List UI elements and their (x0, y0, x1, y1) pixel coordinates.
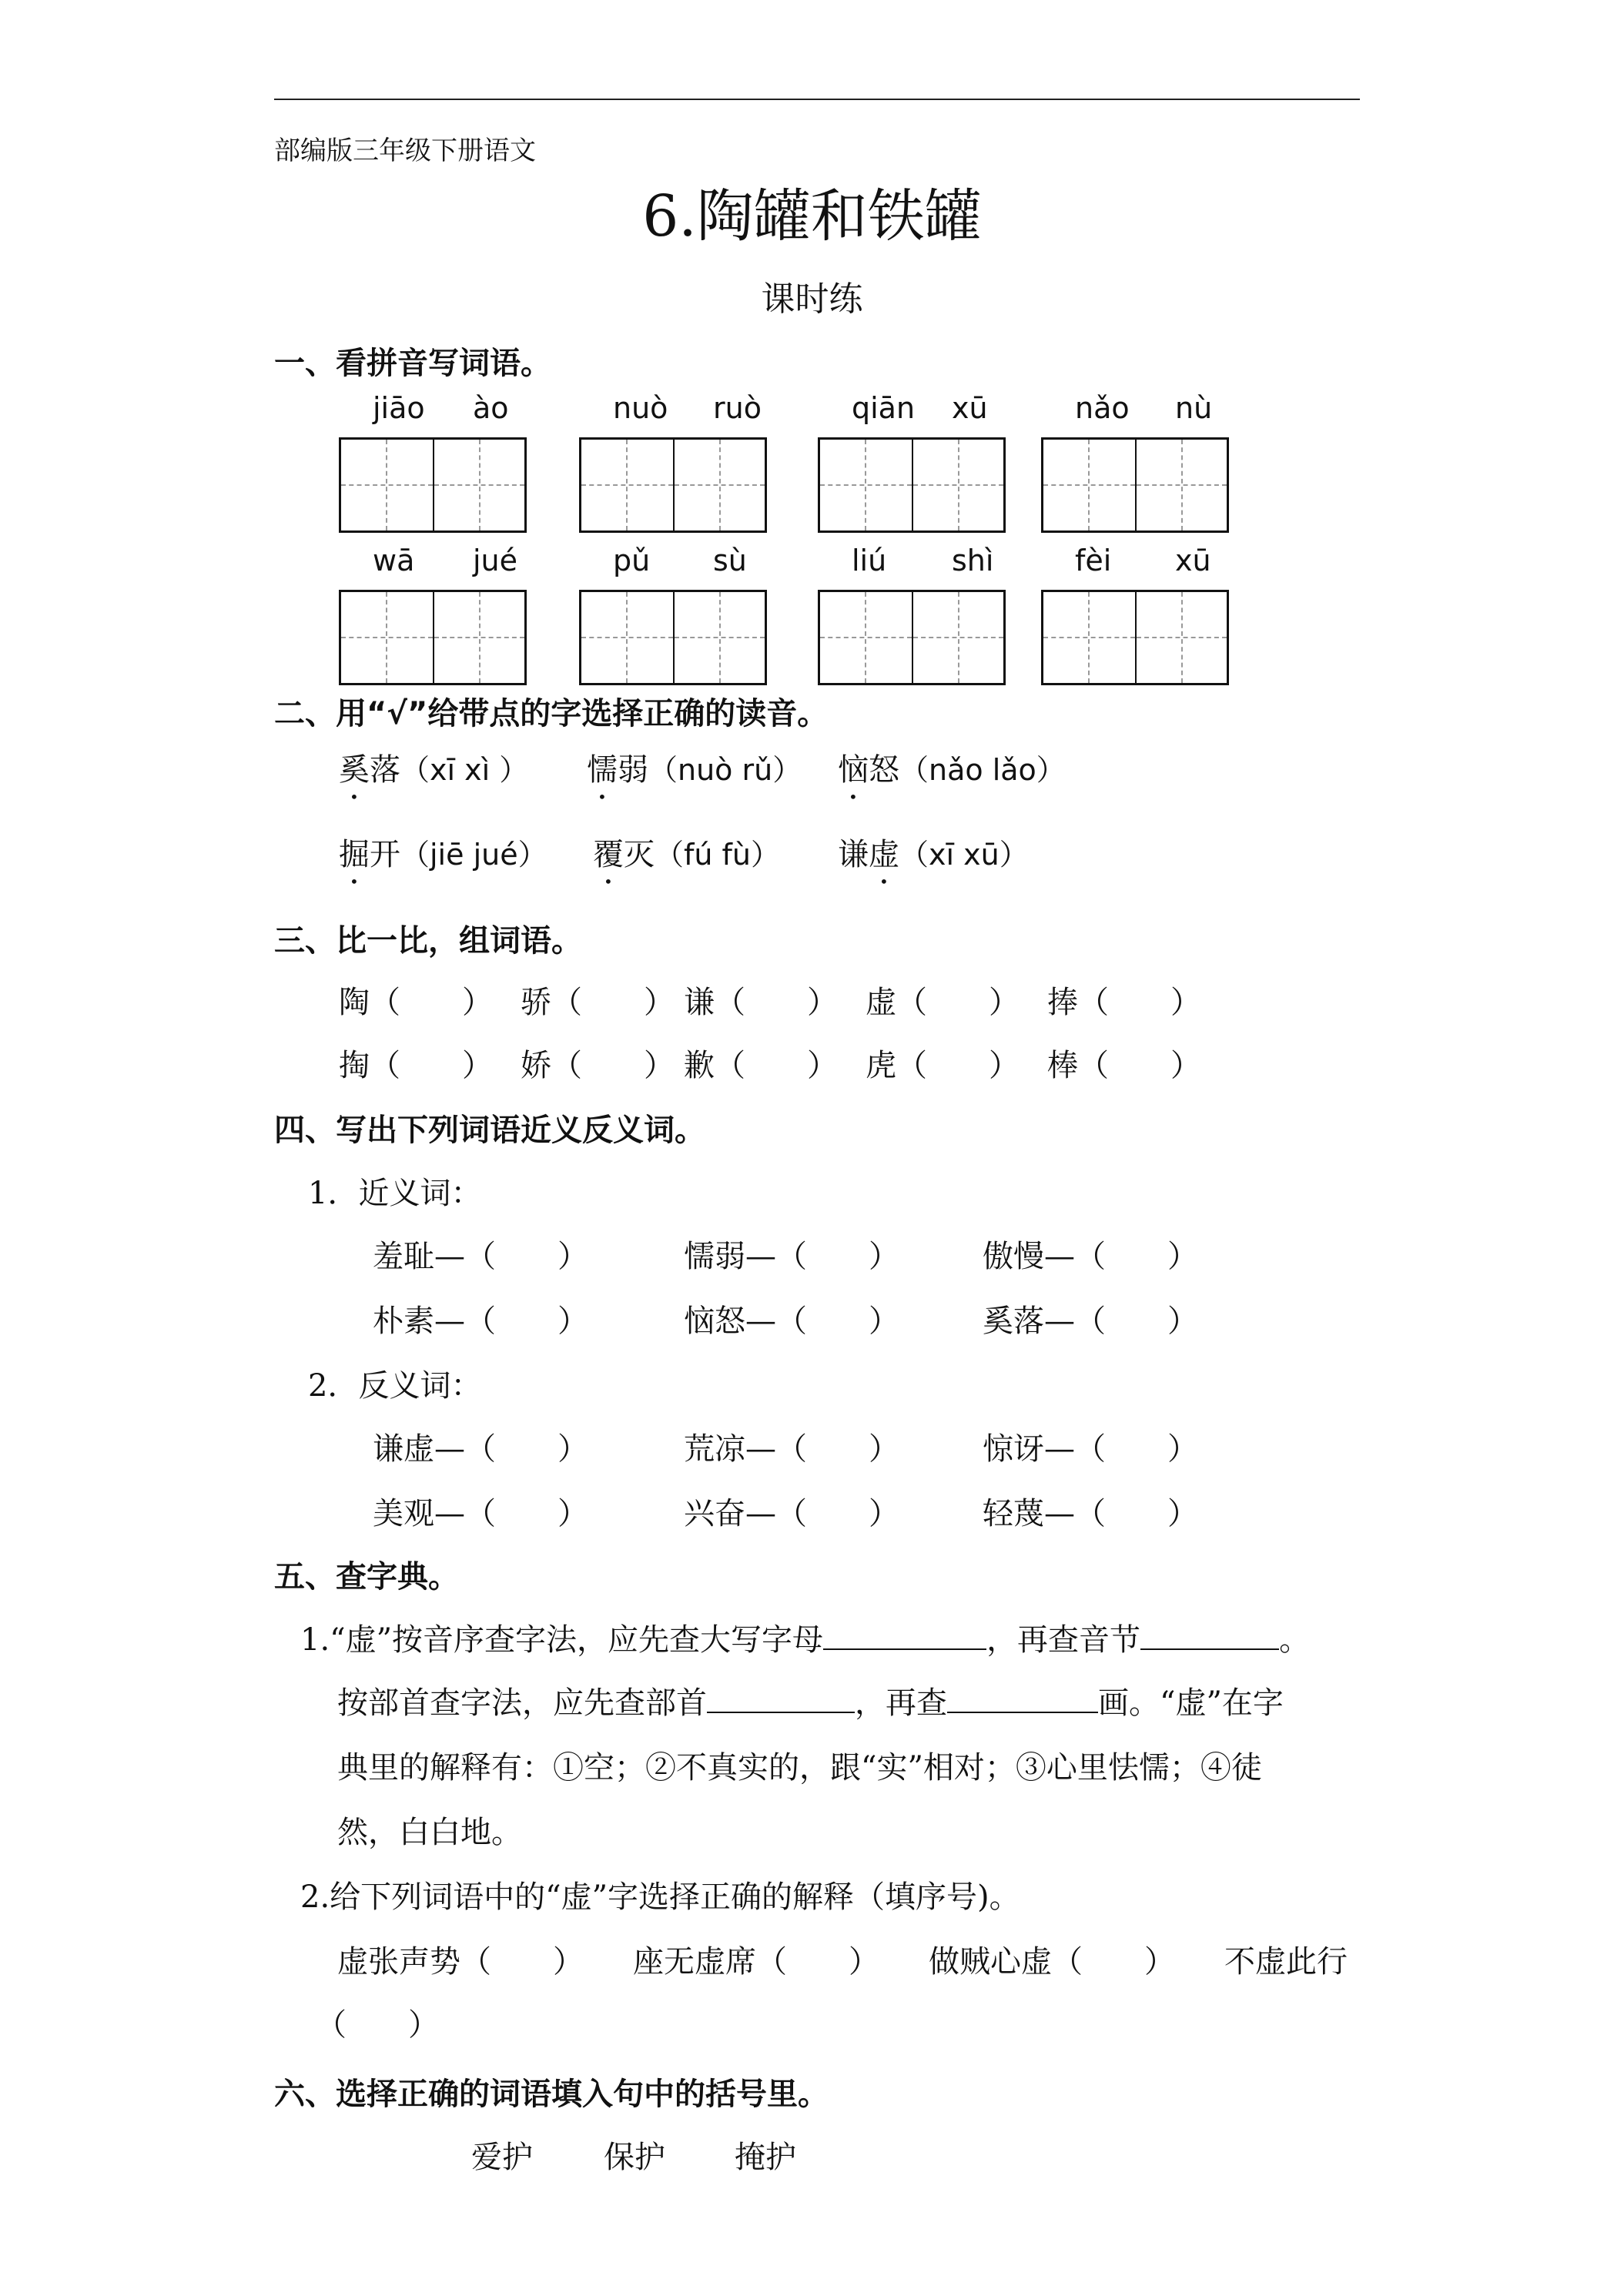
pinyin-syllable: wā (373, 544, 415, 577)
word-choice-2: 保护 (604, 2140, 665, 2175)
pinyin-syllable: fèi (1075, 544, 1112, 577)
writing-cell[interactable] (581, 592, 673, 683)
s5-word-1: 虚张声势（ ） (337, 1944, 584, 1980)
writing-grid[interactable] (339, 437, 527, 533)
pinyin-syllable: xū (1175, 544, 1211, 577)
pinyin-syllable: jué (473, 544, 518, 577)
pinyin-syllable: shì (952, 544, 994, 577)
s2-item-6: 谦虚（xī xū） (838, 837, 1029, 872)
section-1-heading: 一、看拼音写词语。 (274, 346, 551, 381)
pinyin-syllable: liú (852, 544, 887, 577)
pinyin-syllable: qiān (852, 391, 916, 425)
guide-line (719, 440, 721, 530)
s5-line-2: 按部首查字法，应先查部首 ，再查 画。“虚”在字 (337, 1685, 1284, 1721)
ant-1: 谦虚—（ ） (373, 1431, 588, 1467)
writing-cell[interactable] (433, 592, 524, 683)
synonym-label: 1．近义词： (308, 1176, 482, 1211)
guide-line (1088, 440, 1090, 530)
writing-grid[interactable] (579, 437, 767, 533)
guide-line (479, 592, 481, 683)
s2-item-1: 奚落（xī xì ） (339, 752, 529, 788)
s3-row1-1: 陶（ ） (339, 985, 493, 1020)
s2-item-2: 懦弱（nuò rǔ） (587, 752, 802, 788)
header-text: 部编版三年级下册语文 (274, 136, 536, 166)
word-choice-3: 掩护 (735, 2140, 796, 2175)
writing-cell[interactable] (673, 592, 765, 683)
s5-word-3: 做贼心虚（ ） (929, 1944, 1175, 1980)
guide-line (719, 592, 721, 683)
writing-grid[interactable] (1041, 437, 1229, 533)
s2-item-5: 覆灭（fú fù） (593, 837, 781, 872)
s3-row2-3: 歉（ ） (684, 1048, 838, 1083)
s3-row1-2: 骄（ ） (521, 985, 675, 1020)
syn-3: 傲慢—（ ） (983, 1239, 1198, 1274)
guide-line (1088, 592, 1090, 683)
writing-cell[interactable] (1135, 440, 1227, 530)
writing-grid[interactable] (579, 590, 767, 685)
guide-line (865, 440, 866, 530)
word-choice-1: 爱护 (471, 2140, 533, 2175)
top-rule (274, 99, 1360, 100)
ant-4: 美观—（ ） (373, 1496, 588, 1531)
s5-word-2: 座无虚席（ ） (633, 1944, 879, 1980)
writing-cell[interactable] (581, 440, 673, 530)
writing-cell[interactable] (433, 440, 524, 530)
guide-line (1181, 440, 1183, 530)
writing-cell[interactable] (820, 592, 912, 683)
antonym-label: 2．反义词： (308, 1368, 482, 1404)
writing-grid[interactable] (818, 437, 1006, 533)
syn-5: 恼怒—（ ） (684, 1304, 899, 1339)
s5-line-1: 1.“虚”按音序查字法，应先查大写字母 ，再查音节 。 (300, 1622, 1311, 1658)
s2-item-3: 恼怒（nǎo lǎo） (838, 752, 1066, 788)
writing-cell[interactable] (341, 440, 433, 530)
guide-line (386, 440, 387, 530)
s5-word-4-blank: （ ） (316, 2007, 439, 2043)
writing-cell[interactable] (1043, 592, 1135, 683)
section-5-heading: 五、查字典。 (274, 1559, 459, 1595)
syn-4: 朴素—（ ） (373, 1304, 588, 1339)
ant-5: 兴奋—（ ） (684, 1496, 899, 1531)
pinyin-syllable: nù (1175, 391, 1213, 425)
writing-grid[interactable] (339, 590, 527, 685)
guide-line (958, 592, 959, 683)
pinyin-syllable: ruò (713, 391, 762, 425)
ant-2: 荒凉—（ ） (684, 1431, 899, 1467)
writing-grid[interactable] (818, 590, 1006, 685)
s5-line-4: 然，白白地。 (337, 1815, 522, 1850)
pinyin-syllable: ào (473, 391, 509, 425)
pinyin-syllable: jiāo (373, 391, 425, 425)
section-3-heading: 三、比一比，组词语。 (274, 923, 582, 959)
guide-line (958, 440, 959, 530)
pinyin-syllable: pǔ (613, 544, 651, 577)
section-4-heading: 四、写出下列词语近义反义词。 (274, 1113, 705, 1148)
writing-cell[interactable] (912, 440, 1003, 530)
pinyin-syllable: nuò (613, 391, 668, 425)
syn-2: 懦弱—（ ） (684, 1239, 899, 1274)
s3-row2-4: 虎（ ） (866, 1048, 1020, 1083)
guide-line (626, 440, 628, 530)
guide-line (1181, 592, 1183, 683)
writing-cell[interactable] (1043, 440, 1135, 530)
writing-cell[interactable] (820, 440, 912, 530)
ant-6: 轻蔑—（ ） (983, 1496, 1198, 1531)
s5-line-3: 典里的解释有：①空；②不真实的，跟“实”相对；③心里怯懦；④徒 (337, 1750, 1262, 1786)
section-6-heading: 六、选择正确的词语填入句中的括号里。 (274, 2077, 829, 2112)
s3-row1-4: 虚（ ） (866, 985, 1020, 1020)
s3-row2-5: 棒（ ） (1047, 1048, 1201, 1083)
s5-word-4: 不虚此行 (1224, 1944, 1348, 1980)
syn-6: 奚落—（ ） (983, 1304, 1198, 1339)
s5-line-5: 2.给下列词语中的“虚”字选择正确的解释（填序号)。 (300, 1879, 1020, 1915)
s3-row2-1: 掏（ ） (339, 1048, 493, 1083)
page-subtitle: 课时练 (761, 279, 863, 319)
page-title: 6.陶罐和铁罐 (642, 183, 982, 249)
writing-grid[interactable] (1041, 590, 1229, 685)
writing-cell[interactable] (341, 592, 433, 683)
s3-row2-2: 娇（ ） (521, 1048, 675, 1083)
writing-cell[interactable] (673, 440, 765, 530)
guide-line (479, 440, 481, 530)
s2-item-4: 掘开（jiē jué） (339, 837, 547, 872)
pinyin-syllable: nǎo (1075, 391, 1130, 425)
pinyin-syllable: sù (713, 544, 747, 577)
writing-cell[interactable] (1135, 592, 1227, 683)
section-2-heading: 二、用“√”给带点的字选择正确的读音。 (274, 696, 829, 731)
pinyin-syllable: xū (952, 391, 988, 425)
syn-1: 羞耻—（ ） (373, 1239, 588, 1274)
s3-row1-5: 捧（ ） (1047, 985, 1201, 1020)
guide-line (865, 592, 866, 683)
s3-row1-3: 谦（ ） (684, 985, 838, 1020)
guide-line (626, 592, 628, 683)
guide-line (386, 592, 387, 683)
ant-3: 惊讶—（ ） (983, 1431, 1198, 1467)
writing-cell[interactable] (912, 592, 1003, 683)
